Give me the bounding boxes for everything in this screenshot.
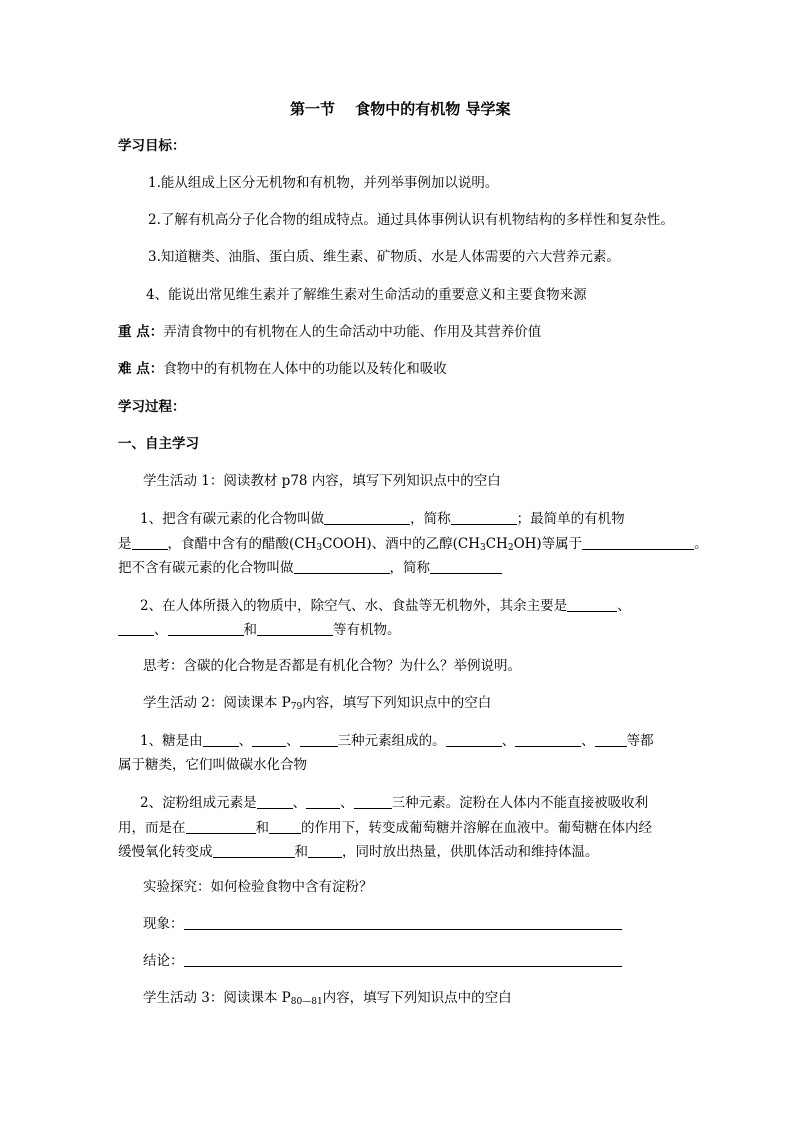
answer-blank[interactable] xyxy=(257,621,333,636)
conclusion-answer-line[interactable] xyxy=(184,952,622,967)
key-point-text: 弄清食物中的有机物在人的生命活动中功能、作用及其营养价值 xyxy=(163,324,542,340)
section1-heading: 一、自主学习 xyxy=(118,436,199,452)
answer-blank[interactable] xyxy=(132,535,168,550)
objective-item: 3.知道糖类、油脂、蛋白质、维生素、矿物质、水是人体需要的六大营养元素。 xyxy=(148,249,620,265)
activity2-q2-line3: 缓慢氧化转变成 和 ，同时放出热量，供肌体活动和维持体温。 xyxy=(118,844,599,860)
answer-blank[interactable] xyxy=(118,621,154,636)
answer-blank[interactable] xyxy=(324,510,410,525)
answer-blank[interactable] xyxy=(430,559,502,574)
activity2-q2-line2: 用，而是在 和 的作用下，转变成葡萄糖并溶解在血液中。葡萄糖在体内经 xyxy=(118,820,652,836)
activity2-intro: 学生活动 2：阅读课本 $P_{79}$内容，填写下列知识点中的空白 xyxy=(143,695,492,712)
answer-blank[interactable] xyxy=(451,510,517,525)
answer-blank[interactable] xyxy=(446,732,502,747)
answer-blank[interactable] xyxy=(294,559,390,574)
key-point xyxy=(118,322,541,342)
difficulty-point xyxy=(118,359,447,379)
answer-blank[interactable] xyxy=(300,732,338,747)
activity2-q2-line1: 2、淀粉组成元素是 、 、 三种元素。淀粉在人体内不能直接被吸收利 xyxy=(140,795,649,811)
answer-blank[interactable] xyxy=(308,843,342,858)
objective-item: 1.能从组成上区分无机物和有机物，并列举事例加以说明。 xyxy=(148,175,499,191)
activity2-q1-line1: 1、糖是由 、 、 三种元素组成的。 、 、 等都 xyxy=(140,733,654,749)
answer-blank[interactable] xyxy=(203,732,239,747)
answer-blank[interactable] xyxy=(257,794,293,809)
activity1-q1-line2: 是 ，食醋中含有的醋酸$(CH_3COOH)$、酒中的乙醇$(CH_3CH_2OH)$等属于 。 xyxy=(118,536,708,553)
activity1-intro: 学生活动 1：阅读教材 p78 内容，填写下列知识点中的空白 xyxy=(143,473,501,489)
answer-blank[interactable] xyxy=(306,794,340,809)
objectives-heading: 学习目标： xyxy=(118,138,186,154)
activity3-intro: 学生活动 3：阅读课本 $P_{80—81}$内容，填写下列知识点中的空白 xyxy=(143,990,512,1007)
objective-item: 2.了解有机高分子化合物的组成特点。通过具体事例认识有机物结构的多样性和复杂性。 xyxy=(148,212,674,228)
answer-blank[interactable] xyxy=(213,843,295,858)
conclusion-line: 结论： xyxy=(143,951,622,971)
activity2-q1-line2: 属于糖类，它们叫做碳水化合物 xyxy=(118,757,307,773)
answer-blank[interactable] xyxy=(354,794,392,809)
phenomenon-answer-line[interactable] xyxy=(184,915,622,930)
difficulty-text: 食物中的有机物在人体中的功能以及转化和吸收 xyxy=(163,361,447,377)
activity1-q2-line2: 、 和 等有机物。 xyxy=(118,620,401,640)
answer-blank[interactable] xyxy=(168,621,244,636)
process-heading: 学习过程： xyxy=(118,399,186,415)
objective-item: 4、能说出常见维生素并了解维生素对生命活动的重要意义和主要食物来源 xyxy=(146,287,587,303)
key-point-label: 重 点： xyxy=(118,324,164,340)
answer-blank[interactable] xyxy=(252,732,286,747)
answer-blank[interactable] xyxy=(582,535,694,550)
answer-blank[interactable] xyxy=(186,819,256,834)
page-title: 第一节 食物中的有机物 导学案 xyxy=(290,100,511,118)
activity1-q1-line3: 把不含有碳元素的化合物叫做 ，简称 xyxy=(118,558,502,578)
activity1-q2-line1: 2、在人体所摄入的物质中，除空气、水、食盐等无机物外，其余主要是 、 xyxy=(140,598,631,614)
phenomenon-line: 现象： xyxy=(143,914,622,934)
answer-blank[interactable] xyxy=(567,597,617,612)
answer-blank[interactable] xyxy=(269,819,301,834)
difficulty-label: 难 点： xyxy=(118,361,164,377)
answer-blank[interactable] xyxy=(515,732,581,747)
activity1-think: 思考：含碳的化合物是否都是有机化合物？为什么？举例说明。 xyxy=(143,658,521,674)
experiment-heading: 实验探究：如何检验食物中含有淀粉？ xyxy=(143,879,373,895)
activity1-q1-line1: 1、把含有碳元素的化合物叫做 ，简称 ；最简单的有机物 xyxy=(140,511,625,527)
answer-blank[interactable] xyxy=(595,732,627,747)
